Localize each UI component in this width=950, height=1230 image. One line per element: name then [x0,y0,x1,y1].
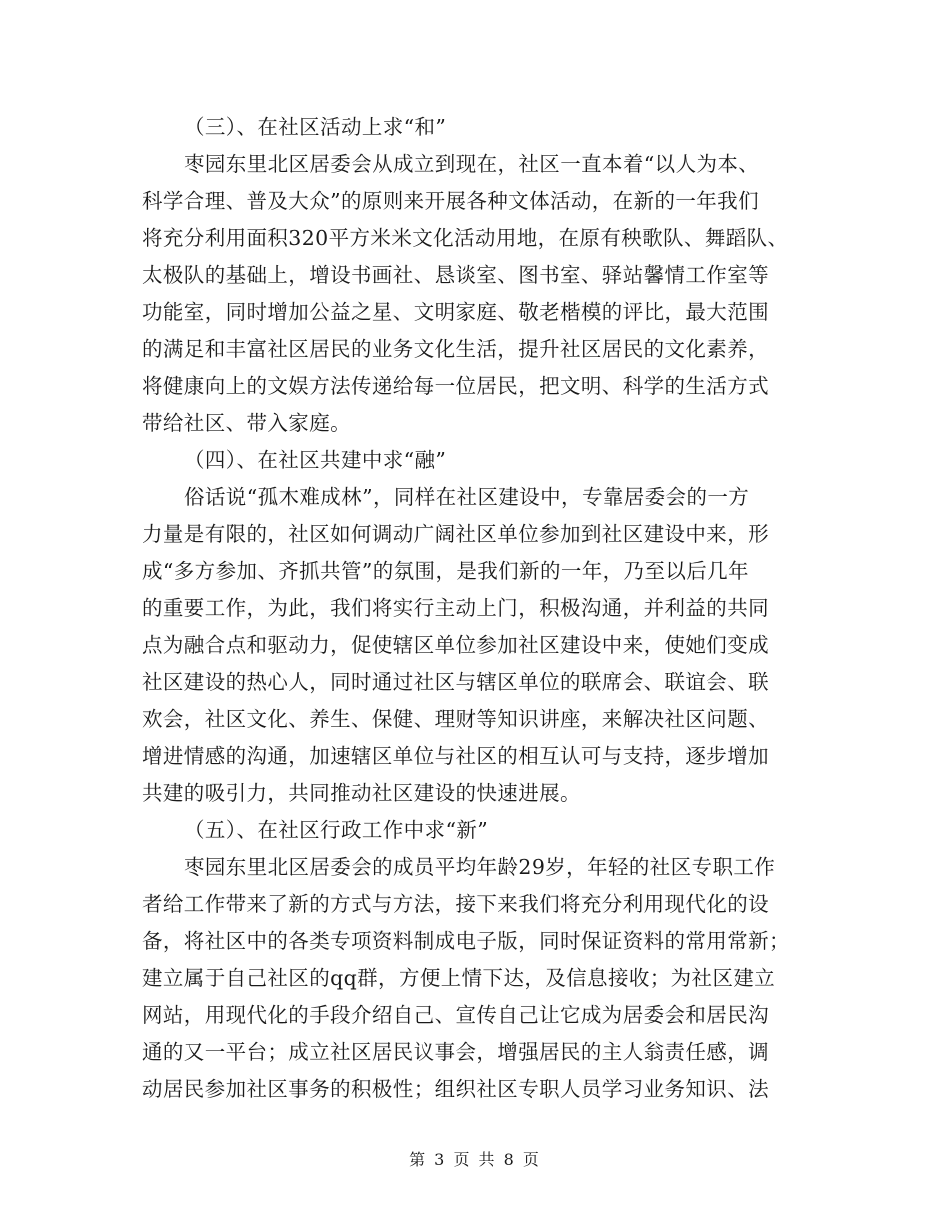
paragraph-line: 建立属于自己社区的qq群，方便上情下达，及信息接收；为社区建立 [142,966,776,990]
paragraph-line: 共建的吸引力，共同推动社区建设的快速进展。 [142,781,581,805]
section-heading: （四）、在社区共建中求“融” [184,448,447,472]
paragraph-line: 点为融合点和驱动力，促使辖区单位参加社区建设中来，使她们变成 [142,633,769,657]
paragraph-line: 将健康向上的文娱方法传递给每一位居民，把文明、科学的生活方式 [142,374,769,398]
paragraph-line: 增进情感的沟通，加速辖区单位与社区的相互认可与支持，逐步增加 [142,744,769,768]
paragraph-line: 将充分利用面积320平方米米文化活动用地，在原有秧歌队、舞蹈队、 [142,226,789,250]
paragraph-line: 社区建设的热心人，同时通过社区与辖区单位的联席会、联谊会、联 [142,670,769,694]
paragraph-line: 备，将社区中的各类专项资料制成电子版，同时保证资料的常用常新； [142,929,790,953]
paragraph-line: 太极队的基础上，增设书画社、恳谈室、图书室、驿站馨情工作室等 [142,263,769,287]
paragraph-line: 科学合理、普及大众”的原则来开展各种文体活动，在新的一年我们 [142,189,759,213]
paragraph-line: 者给工作带来了新的方式与方法，接下来我们将充分利用现代化的设 [142,892,769,916]
paragraph-line: 动居民参加社区事务的积极性；组织社区专职人员学习业务知识、法 [142,1077,769,1101]
paragraph-line: 的满足和丰富社区居民的业务文化生活，提升社区居民的文化素养， [142,337,769,361]
paragraph-line: 功能室，同时增加公益之星、文明家庭、敬老楷模的评比，最大范围 [142,300,769,324]
paragraph-line: 的重要工作，为此，我们将实行主动上门，积极沟通，并利益的共同 [142,596,769,620]
section-heading: （三）、在社区活动上求“和” [184,115,447,139]
page-number-footer: 第 3 页 共 8 页 [409,1150,541,1169]
paragraph-line: 枣园东里北区居委会从成立到现在，社区一直本着“以人为本、 [184,152,760,176]
paragraph-line: 枣园东里北区居委会的成员平均年龄29岁，年轻的社区专职工作 [184,855,776,879]
paragraph-line: 网站，用现代化的手段介绍自己、宣传自己让它成为居委会和居民沟 [142,1003,769,1027]
paragraph-line: 欢会，社区文化、养生、保健、理财等知识讲座，来解决社区问题、 [142,707,769,731]
paragraph-line: 成“多方参加、齐抓共管”的氛围，是我们新的一年，乃至以后几年 [142,559,749,583]
paragraph-line: 带给社区、带入家庭。 [142,411,351,435]
paragraph-line: 力量是有限的，社区如何调动广阔社区单位参加到社区建设中来，形 [142,522,769,546]
paragraph-line: 俗话说“孤木难成林”，同样在社区建设中，专靠居委会的一方 [184,485,750,509]
paragraph-line: 通的又一平台；成立社区居民议事会，增强居民的主人翁责任感，调 [142,1040,769,1064]
section-heading: （五）、在社区行政工作中求“新” [184,818,489,842]
